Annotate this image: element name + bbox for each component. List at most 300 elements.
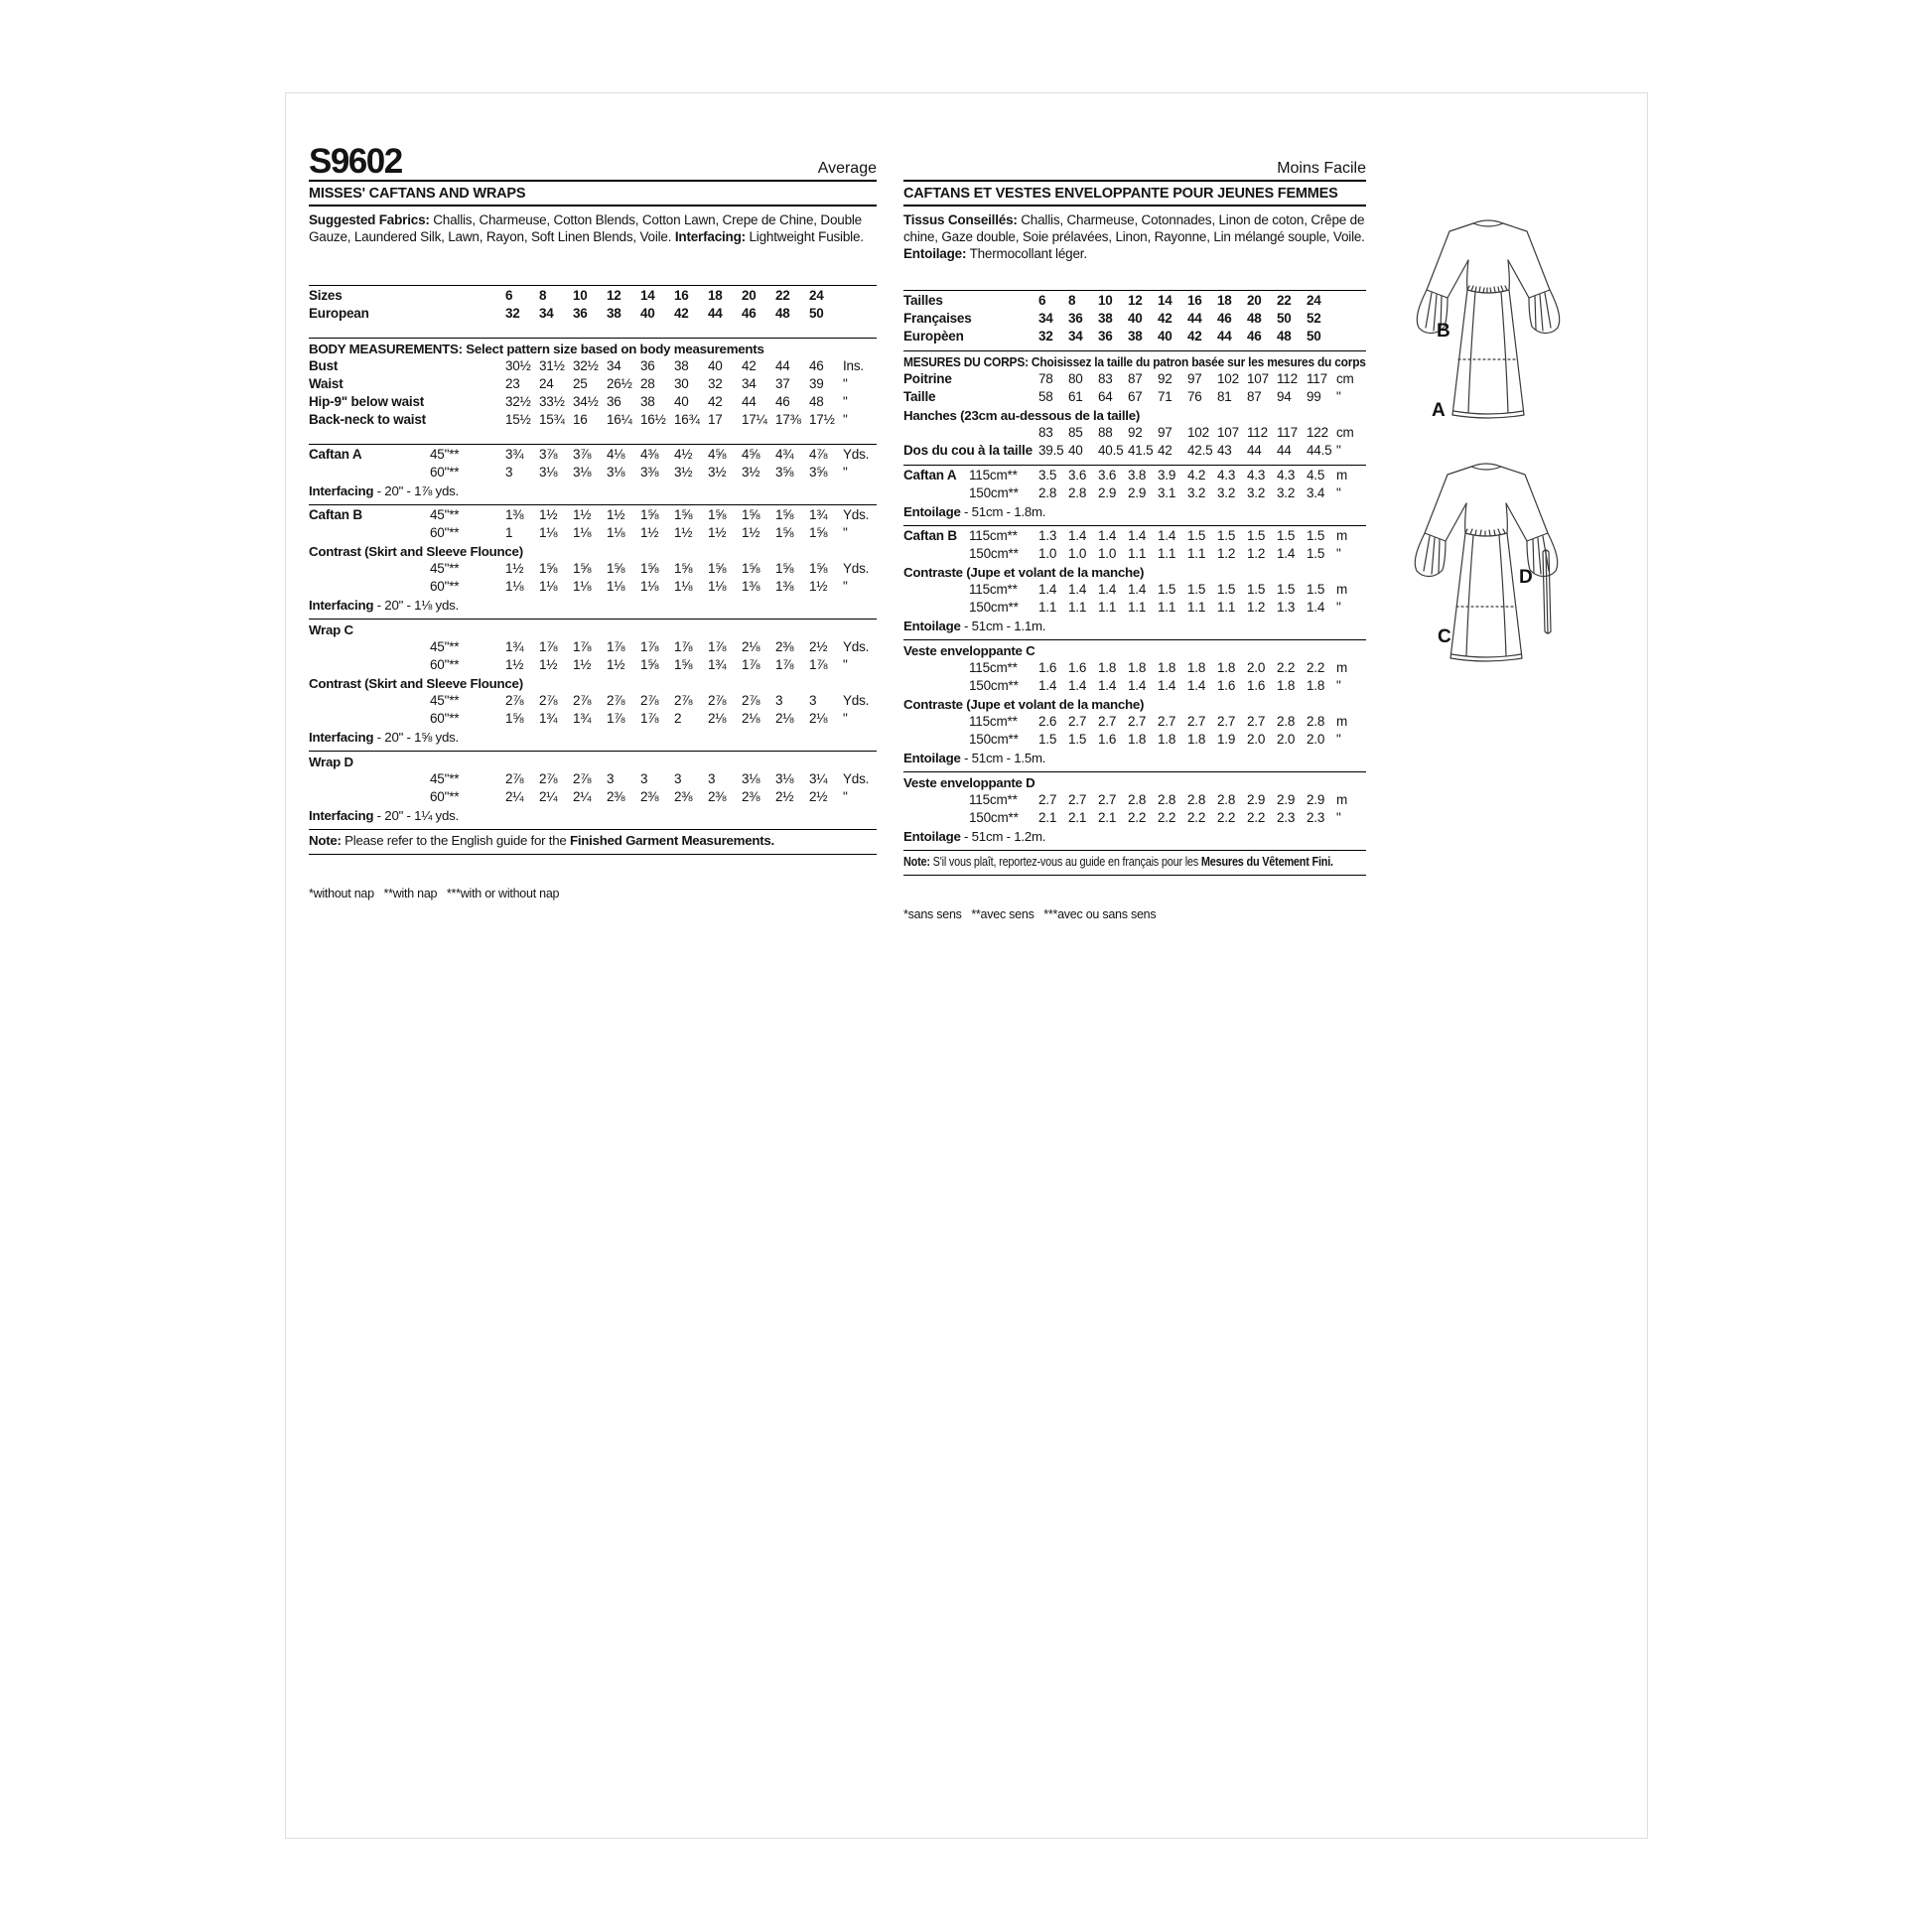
value-cell: 122 — [1307, 425, 1328, 440]
value-cell: 2.2 — [1277, 660, 1296, 675]
table-row — [309, 447, 877, 465]
caption-bold: Entoilage — [903, 619, 961, 633]
value-cell: 1½ — [539, 657, 558, 672]
table-row — [309, 525, 877, 543]
table-row — [309, 693, 877, 711]
row-fabric-width: 115cm** — [969, 792, 1018, 807]
value-cell: 1⅛ — [539, 579, 558, 594]
section-caption — [309, 675, 877, 693]
english-column — [309, 138, 877, 902]
unit-cell: " — [843, 376, 848, 391]
row-label: Dos du cou à la taille — [903, 443, 1033, 458]
value-cell: 1.8 — [1307, 678, 1325, 693]
table-row — [903, 468, 1366, 485]
value-cell: 3⅛ — [775, 771, 794, 786]
value-cell: 1.1 — [1187, 600, 1206, 615]
row-label: Taille — [903, 389, 936, 404]
value-cell: 2.1 — [1068, 810, 1087, 825]
value-cell: 2.8 — [1187, 792, 1206, 807]
value-cell: 1⅞ — [708, 639, 727, 654]
value-cell: 4⅜ — [640, 447, 659, 462]
value-cell: 1⅝ — [708, 561, 727, 576]
row-values — [1038, 792, 1336, 807]
section-divider — [903, 875, 1366, 876]
value-cell: 36 — [1098, 329, 1113, 344]
table-row — [309, 711, 877, 729]
value-cell: 2⅞ — [573, 771, 592, 786]
value-cell: 1.1 — [1217, 600, 1236, 615]
section-divider — [309, 854, 877, 855]
value-cell: 46 — [775, 394, 790, 409]
value-cell: 3.2 — [1247, 485, 1266, 500]
value-cell: 2½ — [775, 789, 794, 804]
value-cell: 99 — [1307, 389, 1321, 404]
row-fabric-width: 60"** — [430, 711, 460, 726]
value-cell: 1⅝ — [708, 507, 727, 522]
value-cell: 3⅝ — [809, 465, 828, 480]
value-cell: 1.5 — [1217, 582, 1236, 597]
value-cell: 2.2 — [1187, 810, 1206, 825]
value-cell: 18 — [708, 288, 723, 303]
note-part: Finished Garment Measurements. — [569, 833, 775, 848]
value-cell: 30 — [674, 376, 689, 391]
value-cell: 3⅝ — [775, 465, 794, 480]
row-label: Caftan A — [903, 468, 957, 483]
caption-bold: Interfacing — [309, 808, 374, 823]
value-cell: 24 — [809, 288, 824, 303]
value-cell: 2⅞ — [539, 693, 558, 708]
french-measurement-table — [903, 290, 1366, 923]
value-cell: 3⅞ — [539, 447, 558, 462]
value-cell: 20 — [1247, 293, 1262, 308]
row-label: Caftan B — [309, 507, 362, 522]
caption-bold: Wrap D — [309, 755, 353, 769]
value-cell: 117 — [1307, 371, 1327, 386]
value-cell: 40 — [640, 306, 655, 321]
value-cell: 1½ — [573, 507, 592, 522]
row-values — [1038, 732, 1336, 747]
caption-bold: Veste enveloppante D — [903, 775, 1035, 790]
row-values — [1038, 660, 1336, 675]
value-cell: 1.1 — [1158, 600, 1176, 615]
section-caption — [903, 774, 1366, 792]
value-cell: 8 — [1068, 293, 1076, 308]
caption-text: - 51cm - 1.2m. — [960, 829, 1046, 844]
table-row — [903, 371, 1366, 389]
unit-cell: " — [1336, 443, 1341, 458]
value-cell: 1.5 — [1277, 528, 1296, 543]
row-values — [1038, 443, 1336, 458]
section-caption — [309, 597, 877, 615]
value-cell: 3 — [775, 693, 783, 708]
value-cell: 41.5 — [1128, 443, 1154, 458]
value-cell: 1.1 — [1128, 546, 1147, 561]
value-cell: 38 — [1098, 311, 1113, 326]
value-cell: 3.6 — [1068, 468, 1087, 483]
value-cell: 16¼ — [607, 412, 632, 427]
row-values — [505, 412, 843, 427]
section-divider — [903, 850, 1366, 851]
value-cell: 4¾ — [775, 447, 794, 462]
value-cell: 76 — [1187, 389, 1202, 404]
value-cell: 4.5 — [1307, 468, 1325, 483]
value-cell: 2.7 — [1098, 792, 1117, 807]
value-cell: 1.2 — [1247, 546, 1266, 561]
section-caption — [903, 407, 1366, 425]
value-cell: 1.5 — [1187, 582, 1206, 597]
value-cell: 1⅛ — [505, 579, 524, 594]
caption-bold: Interfacing — [309, 730, 374, 745]
value-cell: 117 — [1277, 425, 1298, 440]
row-label: Bust — [309, 358, 339, 373]
value-cell: 42 — [1158, 311, 1173, 326]
value-cell: 1.1 — [1128, 600, 1147, 615]
section-caption — [903, 353, 1366, 371]
value-cell: 1⅝ — [640, 561, 659, 576]
value-cell: 34 — [1038, 311, 1053, 326]
note-text — [903, 853, 1333, 871]
value-cell: 2.2 — [1247, 810, 1266, 825]
value-cell: 1¾ — [573, 711, 592, 726]
table-row — [903, 443, 1366, 461]
section-divider — [309, 751, 877, 752]
row-values — [505, 394, 843, 409]
value-cell: 17¼ — [742, 412, 767, 427]
wrap-cd-drawing — [1414, 458, 1563, 671]
value-cell: 4⅛ — [607, 447, 625, 462]
row-fabric-width: 150cm** — [969, 732, 1019, 747]
value-cell: 1.4 — [1068, 582, 1087, 597]
difficulty-label-fr: Moins Facile — [1277, 160, 1366, 177]
value-cell: 2.0 — [1247, 660, 1266, 675]
value-cell: 3⅛ — [742, 771, 760, 786]
row-fabric-width: 150cm** — [969, 810, 1019, 825]
value-cell: 1.4 — [1307, 600, 1325, 615]
caption-text: *sans sens **avec sens ***avec ou sans sens — [903, 907, 1157, 921]
value-cell: 42 — [674, 306, 689, 321]
value-cell: 2.9 — [1277, 792, 1296, 807]
value-cell: 1½ — [607, 657, 625, 672]
value-cell: 38 — [674, 358, 689, 373]
value-cell: 48 — [809, 394, 824, 409]
value-cell: 1⅝ — [742, 561, 760, 576]
value-cell: 25 — [573, 376, 588, 391]
value-cell: 1½ — [505, 561, 524, 576]
unit-cell: Yds. — [843, 447, 870, 462]
value-cell: 46 — [742, 306, 757, 321]
difficulty-label-en: Average — [817, 160, 877, 177]
section-caption — [309, 543, 877, 561]
row-fabric-width: 45"** — [430, 693, 460, 708]
value-cell: 44 — [1187, 311, 1202, 326]
row-values — [1038, 311, 1336, 326]
value-cell: 1.8 — [1098, 660, 1117, 675]
value-cell: 16 — [1187, 293, 1202, 308]
table-row — [903, 485, 1366, 503]
value-cell: 2¼ — [539, 789, 558, 804]
row-values — [505, 561, 843, 576]
caption-bold: Hanches (23cm au-dessous de la taille) — [903, 408, 1141, 423]
row-values — [1038, 528, 1336, 543]
value-cell: 2.7 — [1068, 714, 1087, 729]
value-cell: 31½ — [539, 358, 565, 373]
caption-text: *without nap **with nap ***with or without nap — [309, 887, 560, 900]
value-cell: 83 — [1098, 371, 1113, 386]
value-cell: 34 — [1068, 329, 1083, 344]
value-cell: 44 — [775, 358, 790, 373]
caption-bold: Veste enveloppante C — [903, 643, 1035, 658]
value-cell: 1.6 — [1038, 660, 1057, 675]
note-part: Mesures du Vêtement Fini. — [1200, 854, 1333, 869]
note-part: S'il vous plaît, reportez-vous au guide en français pour les — [929, 854, 1201, 869]
value-cell: 2 — [674, 711, 682, 726]
row-values — [1038, 389, 1336, 404]
value-cell: 34 — [742, 376, 757, 391]
caption-bold: Wrap C — [309, 622, 353, 637]
row-fabric-width: 45"** — [430, 447, 460, 462]
value-cell: 42 — [742, 358, 757, 373]
row-values — [505, 376, 843, 391]
value-cell: 1.4 — [1038, 678, 1057, 693]
row-values — [1038, 678, 1336, 693]
value-cell: 1.8 — [1187, 660, 1206, 675]
unit-cell: m — [1336, 582, 1348, 597]
value-cell: 3⅛ — [607, 465, 625, 480]
value-cell: 40 — [1068, 443, 1083, 458]
value-cell: 1⅝ — [775, 507, 794, 522]
pattern-envelope-back — [285, 92, 1648, 1839]
value-cell: 81 — [1217, 389, 1232, 404]
value-cell: 6 — [1038, 293, 1046, 308]
row-values — [505, 657, 843, 672]
value-cell: 2.7 — [1098, 714, 1117, 729]
row-label: Hip-9" below waist — [309, 394, 425, 409]
value-cell: 37 — [775, 376, 790, 391]
value-cell: 1.4 — [1098, 528, 1117, 543]
view-b-label: B — [1437, 321, 1450, 342]
value-cell: 92 — [1158, 371, 1173, 386]
section-divider — [309, 619, 877, 620]
value-cell: 50 — [1277, 311, 1292, 326]
caption-bold: Interfacing — [309, 598, 374, 613]
value-cell: 1.0 — [1038, 546, 1057, 561]
row-label: Waist — [309, 376, 344, 391]
value-cell: 1⅜ — [505, 507, 524, 522]
table-row — [309, 639, 877, 657]
value-cell: 44 — [1277, 443, 1292, 458]
value-cell: 1.6 — [1217, 678, 1236, 693]
caption-text: - 51cm - 1.1m. — [960, 619, 1046, 633]
value-cell: 1.1 — [1158, 546, 1176, 561]
row-values — [1038, 293, 1336, 308]
value-cell: 1.4 — [1068, 678, 1087, 693]
row-label: Back-neck to waist — [309, 412, 426, 427]
value-cell: 2¼ — [573, 789, 592, 804]
section-caption — [903, 618, 1366, 635]
value-cell: 3.2 — [1187, 485, 1206, 500]
value-cell: 2¼ — [505, 789, 524, 804]
value-cell: 112 — [1247, 425, 1268, 440]
caption-bold: Contraste (Jupe et volant de la manche) — [903, 697, 1145, 712]
value-cell: 42 — [1158, 443, 1173, 458]
value-cell: 3½ — [742, 465, 760, 480]
value-cell: 16¾ — [674, 412, 700, 427]
table-row — [903, 546, 1366, 564]
value-cell: 3¾ — [505, 447, 524, 462]
unit-cell: " — [1336, 678, 1341, 693]
value-cell: 71 — [1158, 389, 1173, 404]
value-cell: 1⅝ — [809, 561, 828, 576]
value-cell: 2.3 — [1277, 810, 1296, 825]
view-d-label: D — [1519, 567, 1533, 588]
value-cell: 52 — [1307, 311, 1321, 326]
value-cell: 2.1 — [1038, 810, 1057, 825]
section-caption — [903, 750, 1366, 767]
value-cell: 3.8 — [1128, 468, 1147, 483]
table-row — [903, 732, 1366, 750]
unit-cell: " — [843, 657, 848, 672]
value-cell: 1⅝ — [640, 657, 659, 672]
value-cell: 3¼ — [809, 771, 828, 786]
french-column — [903, 138, 1366, 923]
value-cell: 16 — [674, 288, 689, 303]
value-cell: 2.9 — [1247, 792, 1266, 807]
value-cell: 30½ — [505, 358, 531, 373]
value-cell: 12 — [607, 288, 621, 303]
section-caption — [903, 503, 1366, 521]
unit-cell: Yds. — [843, 639, 870, 654]
value-cell: 4½ — [674, 447, 693, 462]
row-values — [505, 447, 843, 462]
value-cell: 1.5 — [1158, 582, 1176, 597]
value-cell: 1.8 — [1128, 732, 1147, 747]
value-cell: 1 — [505, 525, 513, 540]
value-cell: 1⅛ — [573, 579, 592, 594]
value-cell: 1⅝ — [775, 525, 794, 540]
value-cell: 2⅛ — [708, 711, 727, 726]
row-values — [505, 507, 843, 522]
value-cell: 33½ — [539, 394, 565, 409]
value-cell: 1½ — [674, 525, 693, 540]
value-cell: 32½ — [573, 358, 599, 373]
row-fabric-width: 115cm** — [969, 528, 1018, 543]
row-label: Tailles — [903, 293, 943, 308]
value-cell: 1⅜ — [742, 579, 760, 594]
value-cell: 22 — [775, 288, 790, 303]
section-caption — [903, 642, 1366, 660]
value-cell: 2⅜ — [708, 789, 727, 804]
row-values — [1038, 582, 1336, 597]
value-cell: 1⅝ — [539, 561, 558, 576]
value-cell: 10 — [1098, 293, 1113, 308]
value-cell: 24 — [539, 376, 554, 391]
value-cell: 1.6 — [1068, 660, 1087, 675]
title-en: MISSES' CAFTANS AND WRAPS — [309, 182, 877, 207]
value-cell: 107 — [1217, 425, 1239, 440]
value-cell: 61 — [1068, 389, 1083, 404]
row-values — [505, 306, 843, 321]
value-cell: 38 — [607, 306, 621, 321]
value-cell: 3.2 — [1277, 485, 1296, 500]
value-cell: 2.3 — [1307, 810, 1325, 825]
row-values — [1038, 329, 1336, 344]
row-values — [505, 579, 843, 594]
value-cell: 2.7 — [1187, 714, 1206, 729]
value-cell: 36 — [573, 306, 588, 321]
value-cell: 3 — [674, 771, 682, 786]
value-cell: 16 — [573, 412, 588, 427]
value-cell: 1⅞ — [607, 639, 625, 654]
row-values — [1038, 485, 1336, 500]
unit-cell: m — [1336, 468, 1348, 483]
value-cell: 87 — [1128, 371, 1143, 386]
unit-cell: m — [1336, 792, 1348, 807]
value-cell: 1½ — [573, 657, 592, 672]
caption-text: - 51cm - 1.8m. — [960, 504, 1046, 519]
garment-drawings — [1406, 205, 1642, 850]
value-cell: 2.7 — [1038, 792, 1057, 807]
section-divider — [903, 525, 1366, 526]
row-fabric-width: 45"** — [430, 561, 460, 576]
table-row — [309, 771, 877, 789]
value-cell: 1½ — [607, 507, 625, 522]
value-cell: 39.5 — [1038, 443, 1064, 458]
row-fabric-width: 60"** — [430, 465, 460, 480]
value-cell: 2.2 — [1128, 810, 1147, 825]
caption-bold: BODY MEASUREMENTS: Select pattern size based on body measurements — [309, 342, 764, 356]
value-cell: 15¾ — [539, 412, 565, 427]
value-cell: 1.4 — [1128, 582, 1147, 597]
value-cell: 1½ — [539, 507, 558, 522]
value-cell: 1.8 — [1277, 678, 1296, 693]
value-cell: 1⅞ — [742, 657, 760, 672]
section-caption — [309, 885, 877, 902]
caption-text: - 20" - 1⅛ yds. — [373, 598, 459, 613]
caption-text: - 51cm - 1.5m. — [960, 751, 1046, 765]
english-header — [309, 138, 877, 182]
value-cell: 88 — [1098, 425, 1113, 440]
value-cell: 3⅞ — [573, 447, 592, 462]
section-caption — [309, 729, 877, 747]
value-cell: 1.3 — [1038, 528, 1057, 543]
unit-cell: " — [1336, 485, 1341, 500]
caption-text: - 20" - 1⅝ yds. — [373, 730, 459, 745]
value-cell: 46 — [809, 358, 824, 373]
value-cell: 1⅛ — [573, 525, 592, 540]
value-cell: 1.0 — [1098, 546, 1117, 561]
value-cell: 83 — [1038, 425, 1053, 440]
table-row — [309, 561, 877, 579]
value-cell: 23 — [505, 376, 520, 391]
value-cell: 4.3 — [1217, 468, 1236, 483]
row-fabric-width: 45"** — [430, 639, 460, 654]
value-cell: 1½ — [640, 525, 659, 540]
value-cell: 1.5 — [1307, 528, 1325, 543]
table-row — [903, 792, 1366, 810]
value-cell: 2⅜ — [775, 639, 794, 654]
table-row — [309, 358, 877, 376]
value-cell: 64 — [1098, 389, 1113, 404]
value-cell: 1.4 — [1098, 582, 1117, 597]
value-cell: 1⅜ — [775, 579, 794, 594]
row-values — [505, 465, 843, 480]
value-cell: 44.5 — [1307, 443, 1332, 458]
value-cell: 85 — [1068, 425, 1083, 440]
value-cell: 10 — [573, 288, 588, 303]
value-cell: 97 — [1187, 371, 1202, 386]
value-cell: 1.8 — [1187, 732, 1206, 747]
interfacing-label-en: Interfacing: — [674, 229, 746, 244]
